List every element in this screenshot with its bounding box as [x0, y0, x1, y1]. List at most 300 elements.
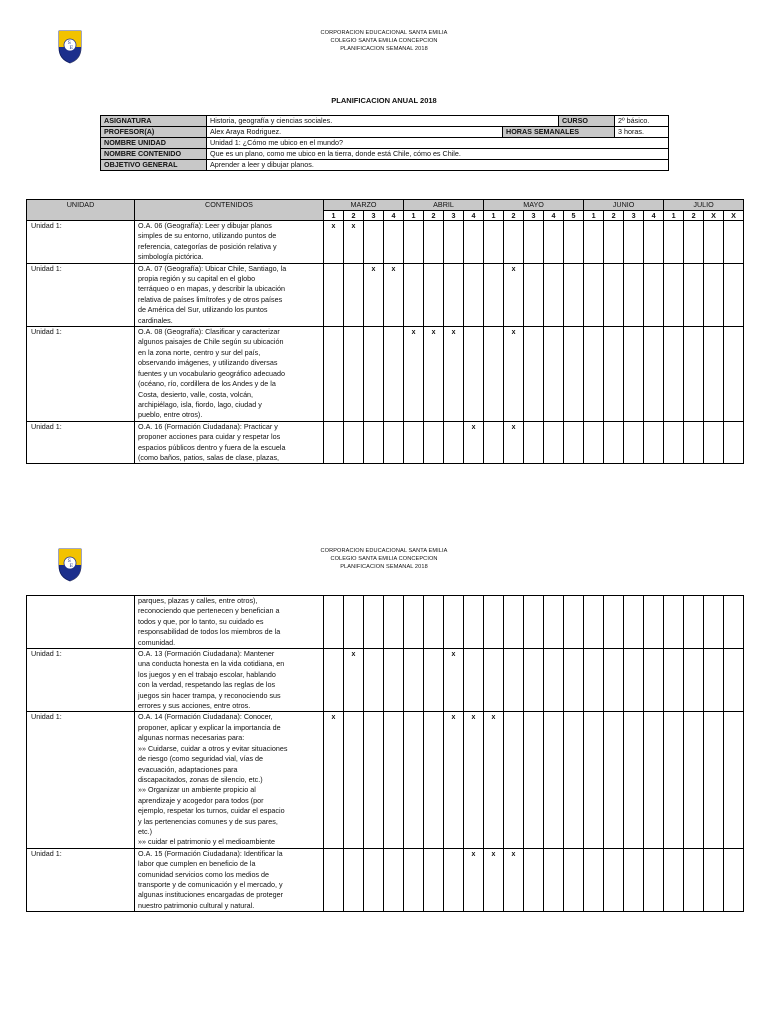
week-cell: [544, 327, 564, 422]
week-cell: [704, 712, 724, 848]
week-mark: x: [464, 712, 484, 848]
content-line: (océano, río, cordillera de los Andes y de la: [138, 379, 276, 389]
plan-title: PLANIFICACION ANUAL 2018: [331, 96, 437, 105]
course-info-table: [100, 115, 669, 171]
content-line: nuestro patrimonio cultural y natural.: [138, 900, 255, 910]
week-cell: [704, 596, 724, 649]
profesor-value: Alex Araya Rodriguez.: [207, 127, 503, 138]
week-cell: [544, 848, 564, 911]
content-line: y las pertenencias comunes y de sus pares,: [138, 816, 278, 826]
week-cell: [504, 596, 524, 649]
week-cell: [324, 421, 344, 464]
week-cell: [564, 263, 584, 326]
week-cell: [664, 848, 684, 911]
week-cell: [644, 712, 664, 848]
week-cell: [504, 221, 524, 264]
content-line: O.A. 06 (Geografía): Leer y dibujar planos: [138, 221, 272, 230]
week-cell: [444, 263, 464, 326]
week-cell: [704, 221, 724, 264]
content-line: parques, plazas y calles, entre otros),: [138, 596, 258, 605]
week-cell: [624, 327, 644, 422]
week-number: 3: [444, 211, 464, 221]
week-cell: [684, 421, 704, 464]
week-cell: [484, 421, 504, 464]
curso-value: 2º básico.: [615, 116, 669, 127]
week-cell: [364, 221, 384, 264]
week-mark: x: [424, 327, 444, 422]
month-header: ABRIL: [404, 200, 484, 211]
week-cell: [704, 649, 724, 712]
week-cell: [724, 421, 744, 464]
content-line: de riesgo (como seguridad vial, vías de: [138, 754, 264, 764]
week-cell: [564, 221, 584, 264]
week-mark: x: [464, 421, 484, 464]
week-cell: [324, 649, 344, 712]
asignatura-value: Historia, geografía y ciencias sociales.: [207, 116, 559, 127]
content-line: los juegos y en el trabajo escolar, hablando: [138, 669, 276, 679]
week-cell: [464, 596, 484, 649]
content-line: transporte y de comunicación y el mercado, y: [138, 879, 283, 889]
content-line: proponer acciones para cuidar y respetar los: [138, 432, 281, 442]
month-header: JULIO: [664, 200, 744, 211]
objetivo-label: OBJETIVO GENERAL: [101, 160, 207, 171]
week-cell: [644, 848, 664, 911]
content-line: referencia, categorías de posición relativa y: [138, 241, 277, 251]
week-mark: x: [484, 848, 504, 911]
table-row: [27, 848, 744, 911]
week-number: 1: [584, 211, 604, 221]
week-cell: [404, 649, 424, 712]
week-number: X: [724, 211, 744, 221]
header-line-plan: PLANIFICACION SEMANAL 2018: [340, 46, 428, 52]
week-cell: [684, 712, 704, 848]
week-cell: [704, 263, 724, 326]
unit-cell: Unidad 1:: [27, 848, 135, 911]
week-cell: [404, 421, 424, 464]
content-cell: [135, 421, 324, 464]
contenido-value: Que es un plano, como me ubico en la tierra, donde está Chile, cómo es Chile.: [207, 149, 669, 160]
content-line: con la verdad, respetando las reglas de los: [138, 680, 276, 690]
week-cell: [464, 263, 484, 326]
month-header: JUNIO: [584, 200, 664, 211]
content-line: O.A. 08 (Geografía): Clasificar y caracterizar: [138, 327, 280, 337]
week-number: 1: [484, 211, 504, 221]
content-line: observando imágenes, y utilizando diversas: [138, 358, 278, 368]
week-cell: [624, 221, 644, 264]
curso-label: CURSO: [559, 116, 615, 127]
week-cell: [404, 596, 424, 649]
week-cell: [344, 712, 364, 848]
unit-cell: [27, 596, 135, 649]
content-line: comunidad.: [138, 637, 176, 647]
content-line: propia región y su capital en el globo: [138, 274, 256, 284]
week-cell: [344, 327, 364, 422]
week-cell: [604, 649, 624, 712]
week-number: 2: [684, 211, 704, 221]
header-line-school: COLEGIO SANTA EMILIA CONCEPCION: [330, 556, 438, 562]
content-line: comunidad servicios como los medios de: [138, 869, 270, 879]
week-cell: [384, 596, 404, 649]
content-cell: [135, 327, 324, 422]
week-cell: [364, 848, 384, 911]
table-row: [27, 712, 744, 848]
week-cell: [484, 263, 504, 326]
content-line: simples de su entorno, utilizando puntos de: [138, 231, 277, 241]
table-row: [27, 596, 744, 649]
month-header: MARZO: [324, 200, 404, 211]
week-cell: [604, 848, 624, 911]
week-cell: [584, 596, 604, 649]
unidad-value: Unidad 1: ¿Cómo me ubico en el mundo?: [207, 138, 669, 149]
week-cell: [464, 327, 484, 422]
week-cell: [564, 848, 584, 911]
week-cell: [544, 712, 564, 848]
week-cell: [444, 596, 464, 649]
week-cell: [464, 649, 484, 712]
content-line: archipiélago, isla, fiordo, lago, ciudad y: [138, 399, 262, 409]
week-cell: [524, 327, 544, 422]
week-cell: [424, 421, 444, 464]
week-cell: [604, 263, 624, 326]
week-cell: [724, 596, 744, 649]
content-line: (como baños, patios, salas de clase, plazas,: [138, 452, 280, 462]
week-cell: [384, 327, 404, 422]
week-cell: [644, 221, 664, 264]
asignatura-label: ASIGNATURA: [101, 116, 207, 127]
table-row: [27, 221, 744, 264]
content-line: errores y sus acciones, entre otros.: [138, 701, 251, 711]
content-line: algunos paisajes de Chile según su ubicación: [138, 337, 284, 347]
content-line: simbología pictórica.: [138, 252, 204, 262]
content-line: reconociendo que pertenecen y benefician a: [138, 606, 280, 616]
content-cell: [135, 596, 324, 649]
week-cell: [464, 221, 484, 264]
week-cell: [664, 649, 684, 712]
week-cell: [624, 649, 644, 712]
week-number: 3: [624, 211, 644, 221]
content-line: algunas instituciones encargadas de proteger: [138, 890, 284, 900]
week-cell: [584, 263, 604, 326]
content-line: O.A. 16 (Formación Ciudadana): Practicar y: [138, 421, 278, 431]
week-mark: x: [504, 263, 524, 326]
week-number: 4: [644, 211, 664, 221]
week-cell: [624, 596, 644, 649]
table-row: [27, 263, 744, 326]
week-cell: [724, 327, 744, 422]
contenido-label: NOMBRE CONTENIDO: [101, 149, 207, 160]
week-cell: [724, 712, 744, 848]
week-cell: [564, 327, 584, 422]
week-cell: [344, 848, 364, 911]
week-number: 2: [424, 211, 444, 221]
week-cell: [604, 327, 624, 422]
week-mark: x: [404, 327, 424, 422]
svg-text:S: S: [67, 40, 71, 46]
content-line: evacuación, adaptaciones para: [138, 764, 238, 774]
week-cell: [484, 596, 504, 649]
week-cell: [724, 848, 744, 911]
week-number: 2: [344, 211, 364, 221]
content-line: terráqueo o en mapas, y describir la ubicación: [138, 284, 286, 294]
week-cell: [384, 421, 404, 464]
week-number: 4: [464, 211, 484, 221]
content-line: O.A. 15 (Formación Ciudadana): Identificar la: [138, 848, 283, 858]
week-cell: [564, 712, 584, 848]
week-cell: [604, 712, 624, 848]
week-cell: [604, 421, 624, 464]
content-cell: [135, 649, 324, 712]
week-cell: [424, 221, 444, 264]
institution-header: [0, 547, 768, 571]
content-line: »» cuidar el patrimonio y el medioambiente: [138, 837, 276, 847]
week-cell: [524, 263, 544, 326]
week-mark: x: [504, 848, 524, 911]
week-cell: [664, 221, 684, 264]
week-cell: [704, 421, 724, 464]
content-line: juegos sin hacer trampa, y reconociendo sus: [138, 690, 281, 700]
document-page-2: [0, 520, 768, 1024]
week-cell: [604, 596, 624, 649]
week-cell: [624, 712, 644, 848]
week-number: 2: [604, 211, 624, 221]
week-cell: [324, 848, 344, 911]
week-mark: x: [484, 712, 504, 848]
horas-label: HORAS SEMANALES: [503, 127, 615, 138]
content-line: cardinales.: [138, 315, 173, 325]
objetivo-value: Aprender a leer y dibujar planos.: [207, 160, 669, 171]
week-cell: [564, 421, 584, 464]
week-mark: x: [324, 712, 344, 848]
week-number: 3: [524, 211, 544, 221]
week-cell: [544, 263, 564, 326]
content-line: »» Organizar un ambiente propicio al: [138, 785, 256, 795]
week-number: 5: [564, 211, 584, 221]
content-line: en la zona norte, centro y sur del país,: [138, 347, 261, 357]
week-cell: [584, 848, 604, 911]
week-mark: x: [504, 327, 524, 422]
week-cell: [364, 649, 384, 712]
week-cell: [724, 221, 744, 264]
week-mark: x: [344, 649, 364, 712]
planning-table-page-2: [26, 595, 744, 912]
svg-text:E: E: [69, 45, 74, 51]
week-cell: [704, 848, 724, 911]
week-cell: [344, 421, 364, 464]
week-cell: [604, 221, 624, 264]
week-cell: [664, 263, 684, 326]
table-header-row: [27, 200, 744, 211]
unit-cell: Unidad 1:: [27, 712, 135, 848]
week-cell: [424, 596, 444, 649]
unit-cell: Unidad 1:: [27, 263, 135, 326]
week-cell: [364, 596, 384, 649]
week-mark: x: [444, 649, 464, 712]
week-mark: x: [324, 221, 344, 264]
week-number: 4: [544, 211, 564, 221]
week-cell: [444, 848, 464, 911]
profesor-label: PROFESOR(A): [101, 127, 207, 138]
content-line: relativa de países limítrofes y de otros países: [138, 294, 283, 304]
content-line: O.A. 14 (Formación Ciudadana): Conocer,: [138, 712, 273, 722]
planning-table-page-1: [26, 199, 744, 464]
week-cell: [524, 221, 544, 264]
week-cell: [384, 221, 404, 264]
week-number: 2: [504, 211, 524, 221]
week-mark: x: [364, 263, 384, 326]
week-cell: [484, 327, 504, 422]
column-header-unidad: UNIDAD: [27, 200, 135, 221]
content-line: responsabilidad de todos los miembros de la: [138, 627, 281, 637]
week-cell: [684, 596, 704, 649]
week-cell: [484, 649, 504, 712]
content-line: algunas normas necesarias para:: [138, 733, 245, 743]
content-line: ejemplo, respetar los turnos, cuidar el espacio: [138, 806, 285, 816]
content-cell: [135, 712, 324, 848]
week-cell: [664, 596, 684, 649]
unit-cell: Unidad 1:: [27, 421, 135, 464]
week-cell: [684, 327, 704, 422]
week-cell: [584, 421, 604, 464]
week-cell: [404, 263, 424, 326]
week-cell: [644, 327, 664, 422]
week-cell: [424, 712, 444, 848]
week-cell: [584, 221, 604, 264]
week-cell: [404, 712, 424, 848]
week-cell: [644, 263, 664, 326]
month-header: MAYO: [484, 200, 584, 211]
content-line: Costa, desierto, valle, costa, volcán,: [138, 389, 254, 399]
header-line-plan: PLANIFICACION SEMANAL 2018: [340, 564, 428, 570]
horas-value: 3 horas.: [615, 127, 669, 138]
week-cell: [384, 848, 404, 911]
week-number: 3: [364, 211, 384, 221]
week-cell: [584, 327, 604, 422]
week-cell: [664, 327, 684, 422]
week-cell: [344, 263, 364, 326]
table-row: [27, 327, 744, 422]
week-cell: [504, 712, 524, 848]
week-cell: [684, 263, 704, 326]
week-cell: [524, 712, 544, 848]
week-cell: [724, 263, 744, 326]
week-cell: [344, 596, 364, 649]
week-mark: x: [344, 221, 364, 264]
unidad-label: NOMBRE UNIDAD: [101, 138, 207, 149]
week-cell: [684, 221, 704, 264]
week-cell: [584, 649, 604, 712]
unit-cell: Unidad 1:: [27, 327, 135, 422]
week-cell: [384, 649, 404, 712]
week-cell: [564, 649, 584, 712]
week-cell: [584, 712, 604, 848]
week-number: 1: [404, 211, 424, 221]
week-cell: [624, 263, 644, 326]
header-line-corporation: CORPORACION EDUCACIONAL SANTA EMILIA: [320, 548, 448, 554]
week-number: 4: [384, 211, 404, 221]
content-line: discapacitados, zonas de silencio, etc.): [138, 774, 263, 784]
week-cell: [624, 421, 644, 464]
week-number: X: [704, 211, 724, 221]
content-cell: [135, 848, 324, 911]
week-cell: [644, 596, 664, 649]
week-cell: [444, 221, 464, 264]
week-cell: [704, 327, 724, 422]
header-line-school: COLEGIO SANTA EMILIA CONCEPCION: [330, 38, 438, 44]
svg-text:E: E: [69, 563, 74, 569]
header-line-corporation: CORPORACION EDUCACIONAL SANTA EMILIA: [320, 30, 448, 36]
week-cell: [684, 848, 704, 911]
week-cell: [424, 649, 444, 712]
week-mark: x: [464, 848, 484, 911]
week-cell: [424, 848, 444, 911]
week-cell: [444, 421, 464, 464]
unit-cell: Unidad 1:: [27, 649, 135, 712]
week-cell: [324, 263, 344, 326]
institution-header: [0, 29, 768, 53]
week-cell: [524, 649, 544, 712]
week-cell: [644, 421, 664, 464]
unit-cell: Unidad 1:: [27, 221, 135, 264]
week-cell: [384, 712, 404, 848]
week-cell: [324, 596, 344, 649]
content-line: espacios públicos dentro y fuera de la escuela: [138, 442, 286, 452]
content-line: O.A. 07 (Geografía): Ubicar Chile, Santiago, la: [138, 263, 287, 273]
week-cell: [424, 263, 444, 326]
content-line: una conducta honesta en la vida cotidiana, en: [138, 659, 285, 669]
week-cell: [544, 596, 564, 649]
content-line: aprendizaje y acogedor para todos (por: [138, 795, 264, 805]
week-cell: [684, 649, 704, 712]
table-row: [27, 421, 744, 464]
week-mark: x: [444, 712, 464, 848]
week-cell: [364, 712, 384, 848]
content-line: proponer, aplicar y explicar la importancia de: [138, 722, 281, 732]
week-cell: [624, 848, 644, 911]
week-mark: x: [444, 327, 464, 422]
week-cell: [404, 221, 424, 264]
week-cell: [544, 649, 564, 712]
week-cell: [544, 421, 564, 464]
content-line: pueblo, entre otros).: [138, 410, 203, 420]
week-number: 1: [664, 211, 684, 221]
content-line: fuentes y un vocabulario geográfico adecuado: [138, 368, 286, 378]
content-line: labor que cumplen en beneficio de la: [138, 859, 256, 869]
content-cell: [135, 263, 324, 326]
week-cell: [644, 649, 664, 712]
content-line: todos y que, por lo tanto, su cuidado es: [138, 616, 264, 626]
content-line: de América del Sur, utilizando los puntos: [138, 305, 268, 315]
week-mark: x: [504, 421, 524, 464]
week-cell: [564, 596, 584, 649]
week-mark: x: [384, 263, 404, 326]
svg-text:S: S: [67, 558, 71, 564]
table-row: [27, 649, 744, 712]
content-line: »» Cuidarse, cuidar a otros y evitar situaciones: [138, 743, 288, 753]
content-line: O.A. 13 (Formación Ciudadana): Mantener: [138, 649, 275, 659]
content-line: etc.): [138, 826, 152, 836]
week-cell: [504, 649, 524, 712]
week-cell: [524, 421, 544, 464]
week-cell: [664, 712, 684, 848]
column-header-contenidos: CONTENIDOS: [135, 200, 324, 221]
week-cell: [724, 649, 744, 712]
week-number: 1: [324, 211, 344, 221]
week-cell: [364, 421, 384, 464]
week-cell: [544, 221, 564, 264]
week-cell: [484, 221, 504, 264]
week-cell: [524, 596, 544, 649]
content-cell: [135, 221, 324, 264]
